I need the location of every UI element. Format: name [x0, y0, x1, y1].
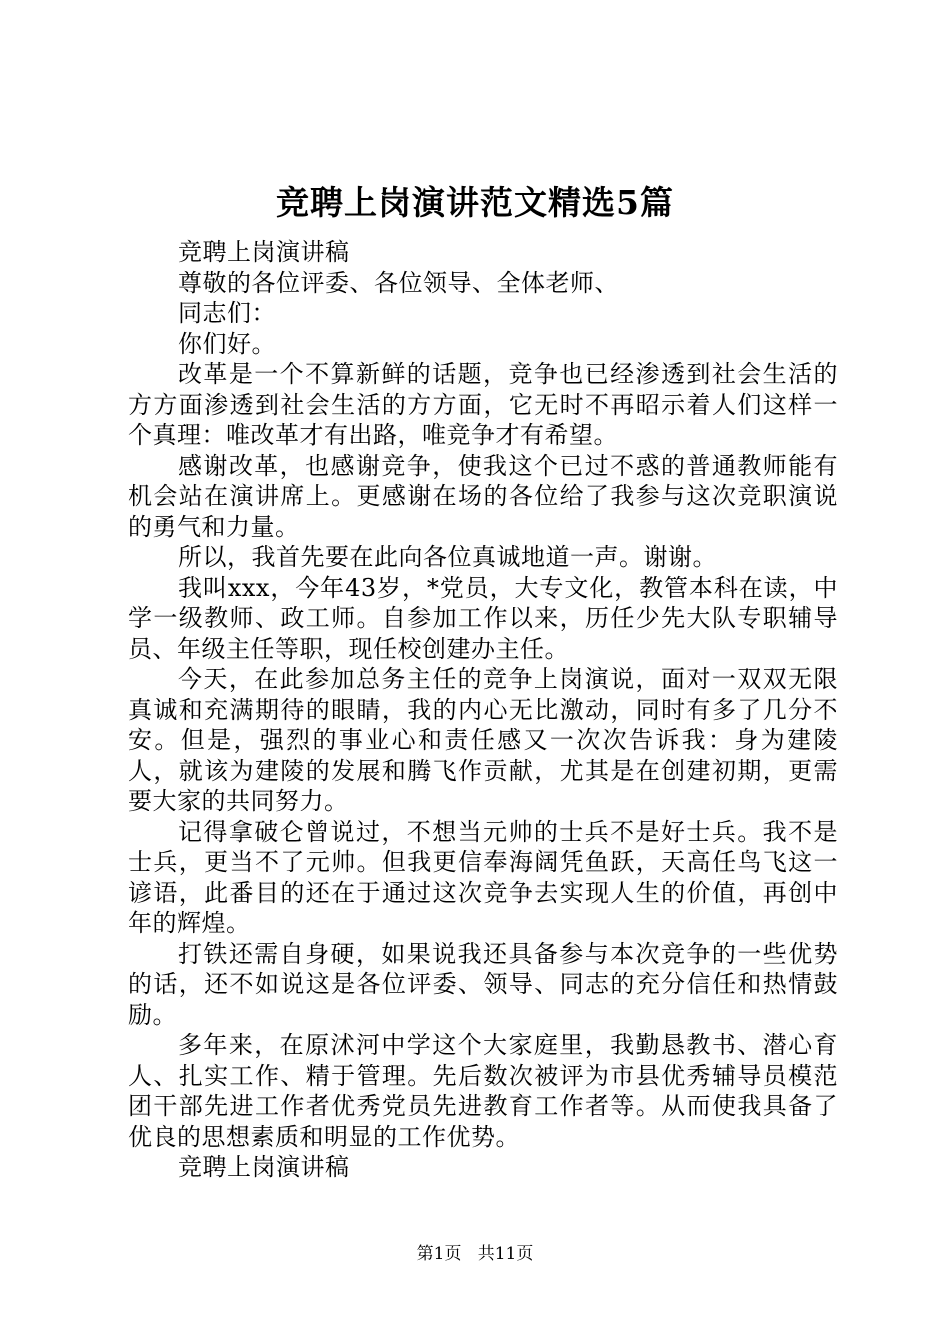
page-number: 第1页: [416, 1244, 462, 1264]
paragraph: 记得拿破仑曾说过，不想当元帅的士兵不是好士兵。我不是士兵，更当不了元帅。但我更信奉海阔凭鱼跃，天高任鸟飞这一谚语，此番目的还在于通过这次竞争去实现人生的价值，再创中年的辉煌。: [128, 817, 838, 937]
paragraph: 所以，我首先要在此向各位真诚地道一声。谢谢。: [178, 543, 717, 571]
paragraph: 我叫xxx，今年43岁，*党员，大专文化，教管本科在读，中学一级教师、政工师。自参加工作以来，历任少先大队专职辅导员、年级主任等职，现任校创建办主任。: [128, 573, 838, 663]
paragraph: 多年来，在原沭河中学这个大家庭里，我勤恳教书、潜心育人、扎实工作、精于管理。先后数次被评为市县优秀辅导员模范团干部先进工作者优秀党员先进教育工作者等。从而使我具备了优良的思想素质和明显的工作优势。: [128, 1031, 838, 1151]
document-title: 竞聘上岗演讲范文精选5篇: [276, 183, 674, 222]
document-body: [128, 237, 838, 1183]
paragraph: 今天，在此参加总务主任的竞争上岗演说，面对一双双无限真诚和充满期待的眼睛，我的内心无比激动，同时有多了几分不安。但是，强烈的事业心和责任感又一次次告诉我：身为建陵人，就该为建陵的发展和腾飞作贡献，尤其是在创建初期，更需要大家的共同努力。: [128, 665, 838, 815]
paragraph-salutation-cont: 同志们：: [178, 299, 276, 327]
paragraph-salutation: 尊敬的各位评委、各位领导、全体老师、: [178, 268, 619, 297]
paragraph: 感谢改革，也感谢竞争，使我这个已过不惑的普通教师能有机会站在演讲席上。更感谢在场的各位给了我参与这次竞职演说的勇气和力量。: [128, 451, 838, 541]
paragraph-heading: 竞聘上岗演讲稿: [178, 1153, 350, 1181]
paragraph-heading: 竞聘上岗演讲稿: [178, 238, 350, 266]
page-footer: [0, 1243, 950, 1265]
page-total: 共11页: [477, 1244, 534, 1264]
page-separator: [467, 1244, 472, 1264]
paragraph-greeting: 你们好。: [178, 329, 276, 358]
paragraph: 改革是一个不算新鲜的话题，竞争也已经渗透到社会生活的方方面渗透到社会生活的方方面，它无时不再昭示着人们这样一个真理：唯改革才有出路，唯竞争才有希望。: [128, 360, 838, 449]
paragraph: 打铁还需自身硬，如果说我还具备参与本次竞争的一些优势的话，还不如说这是各位评委、领导、同志的充分信任和热情鼓励。: [128, 939, 838, 1029]
